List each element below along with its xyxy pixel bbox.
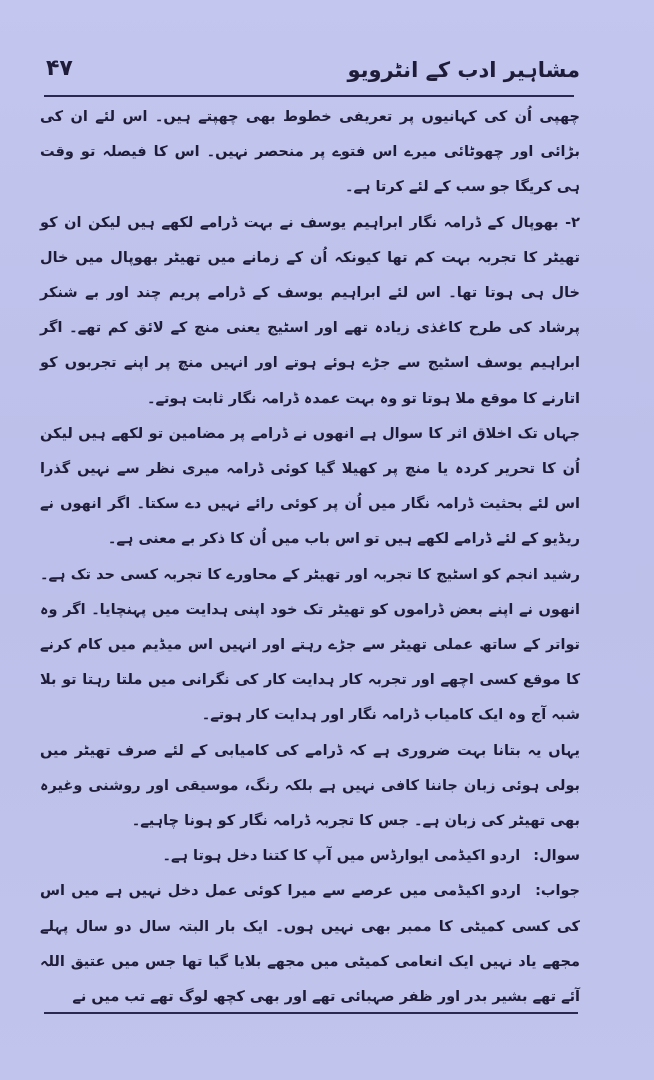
header-rule (44, 95, 574, 97)
answer (40, 874, 580, 1015)
footer-rule (44, 1012, 578, 1014)
question-text: اردو اکیڈمی ایوارڈس میں آپ کا کتنا دخل ہوتا ہے۔ (162, 848, 521, 865)
answer-label: جواب: (535, 883, 580, 900)
paragraph-4: رشید انجم کو اسٹیج کا تجربہ اور تھیٹر کے محاورے کا تجربہ کسی حد تک ہے۔ انھوں نے اپنے بعض ڈراموں کو تھیٹر تک خود اپنی ہدایت میں پہنچایا۔ اگر وہ تواتر کے ساتھ عملی تھیٹر سے جڑے رہتے اور انہیں اس میڈیم میں کام کرنے کا موقع کسی اچھے اور تجربہ کار ہدایت کار کی نگرانی میں ملتا رہتا تو بلا شبہ آج وہ ایک کامیاب ڈرامہ نگار اور ہدایت کار ہوتے۔ (40, 566, 580, 724)
paragraph-1: چھپی اُن کی کہانیوں پر تعریفی خطوط بھی چھپتے ہیں۔ اس لئے ان کی بڑائی اور چھوٹائی میرے اس فتوے پر منحصر نہیں۔ اس کا فیصلہ تو وقت ہی کریگا جو سب کے لئے کرتا ہے۔ (40, 109, 580, 196)
answer-text: اردو اکیڈمی میں عرصے سے میرا کوئی عمل دخل نہیں ہے میں اس کی کسی کمیٹی کا ممبر بھی نہیں ہوں۔ ایک بار البتہ سال دو سال پہلے مجھے یاد نہیں ایک انعامی کمیٹی میں مجھے بلایا گیا تھا جس میں عتیق اللہ آئے تھے بشیر بدر اور ظفر صہبائی تھے اور بھی کچھ لوگ تھے تب میں نے (40, 883, 580, 1006)
page-number: ۴۷ (46, 56, 73, 81)
paragraph-3: جہاں تک اخلاق اثر کا سوال ہے انھوں نے ڈرامے پر مضامین تو لکھے ہیں لیکن اُن کا تحریر کردہ یا منچ پر کھیلا گیا کوئی ڈرامہ میری نظر سے نہیں گذرا اس لئے بحثیت ڈرامہ نگار میں اُن پر کوئی رائے نہیں دے سکتا۔ اگر انھوں نے ریڈیو کے لئے ڈرامے لکھے ہیں تو اس باب میں اُن کا ذکر بے معنی ہے۔ (40, 425, 580, 548)
page-header (40, 54, 580, 94)
question (40, 839, 580, 874)
paragraph-5: یہاں یہ بتانا بہت ضروری ہے کہ ڈرامے کی کامیابی کے لئے صرف تھیٹر میں بولی ہوئی زبان جاننا کافی نہیں ہے بلکہ رنگ، موسیقی اور روشنی وغیرہ بھی تھیٹر کی زبان ہے۔ جس کا تجربہ ڈرامہ نگار کو ہونا چاہیے۔ (40, 742, 580, 830)
paragraph-2: ۲- بھوپال کے ڈرامہ نگار ابراہیم یوسف نے بہت ڈرامے لکھے ہیں لیکن ان کو تھیٹر کا تجربہ بہت کم تھا کیونکہ اُن کے زمانے میں تھیٹر بھوپال میں خال خال ہی ہوتا تھا۔ اس لئے ابراہیم یوسف کے ڈرامے پریم چند اور بے شنکر پرشاد کی طرح کاغذی زیادہ تھے اور اسٹیج یعنی منچ کے لائق کم تھے۔ اگر ابراہیم یوسف اسٹیج سے جڑے ہوئے ہوتے اور انہیں منچ پر اپنے تجربوں کو اتارنے کا موقع ملا ہوتا تو وہ بہت عمدہ ڈرامہ نگار ثابت ہوتے۔ (40, 214, 580, 407)
question-label: سوال: (533, 848, 580, 865)
page-body (40, 100, 580, 1015)
running-title: مشاہیر ادب کے انٹرویو (347, 58, 580, 82)
